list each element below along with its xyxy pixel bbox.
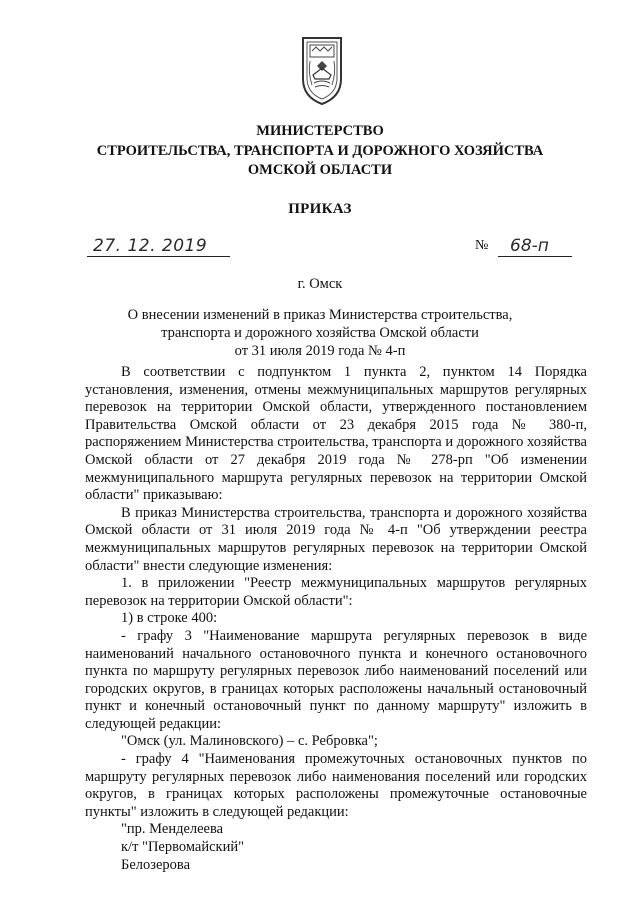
coat-of-arms-emblem (300, 35, 344, 107)
number-sign: № (475, 238, 489, 253)
ministry-header (60, 122, 580, 181)
paragraph-column-3: - графу 3 "Наименование маршрута регулярных перевозок в виде наименований начального остановочного пункта и конечного остановочного пункта по маршруту регулярных перевозок либо наименований поселений или городских округов, в границах которых расположены начальный остановочный пункт и конечный остановочный пункт по данному маршруту" изложить в следующей редакции: (85, 627, 587, 732)
subject-line-2: транспорта и дорожного хозяйства Омской области (161, 325, 479, 341)
paragraph-subitem-1: 1) в строке 400: (121, 610, 218, 627)
stop-list-item: к/т "Первомайский" (121, 839, 245, 856)
paragraph-preamble: В соответствии с подпунктом 1 пункта 2, пунктом 14 Порядка установления, изменения, отмены межмуниципальных маршрутов регулярных перевозок на территории Омской области, утвержденного постановлением Правительства Омской области от 23 декабря 2015 года № 380-п, распоряжением Министерства строительства, транспорта и дорожного хозяйства Омской области от 27 декабря 2019 года № 278-рп "Об изменении межмуниципального маршрута регулярных перевозок на территории Омской области" приказываю: (85, 364, 587, 504)
ministry-header-line-1: МИНИСТЕРСТВО (256, 123, 384, 139)
paragraph-column-4: - графу 4 "Наименования промежуточных остановочных пунктов по маршруту регулярных перевозок либо наименования поселений или городских округов, в границах которых расположены промежуточные остановочные пункты" изложить в следующей редакции: (85, 751, 587, 820)
subject-line-1: О внесении изменений в приказ Министерства строительства, (127, 307, 513, 323)
handwritten-number: 68-п (510, 236, 549, 256)
stop-list-item: "пр. Менделеева (121, 821, 224, 838)
subject-line-3: от 31 июля 2019 года № 4-п (234, 343, 406, 359)
paragraph-amendment: В приказ Министерства строительства, транспорта и дорожного хозяйства Омской области от 31 июля 2019 года № 4-п "Об утверждении реестра межмуниципальных маршрутов регулярных перевозок на территории Омской области" внести следующие изменения: (85, 504, 587, 574)
date-field (87, 232, 230, 257)
city-line: г. Омск (297, 276, 343, 292)
paragraph-route-name: "Омск (ул. Малиновского) – с. Ребровка"; (121, 733, 378, 750)
paragraph-item-1: 1. в приложении "Реестр межмуниципальных маршрутов регулярных перевозок на территории Омской области": (85, 575, 587, 609)
number-field (498, 232, 572, 257)
subject-title (90, 306, 550, 360)
handwritten-date: 27. 12. 2019 (93, 236, 208, 256)
stop-list-item: Белозерова (121, 856, 191, 873)
document-type-title: ПРИКАЗ (288, 201, 352, 217)
order-body (85, 364, 587, 874)
ministry-header-line-2: СТРОИТЕЛЬСТВА, ТРАНСПОРТА И ДОРОЖНОГО ХОЗЯЙСТВА (96, 142, 544, 159)
ministry-header-line-3: ОМСКОЙ ОБЛАСТИ (247, 162, 393, 178)
